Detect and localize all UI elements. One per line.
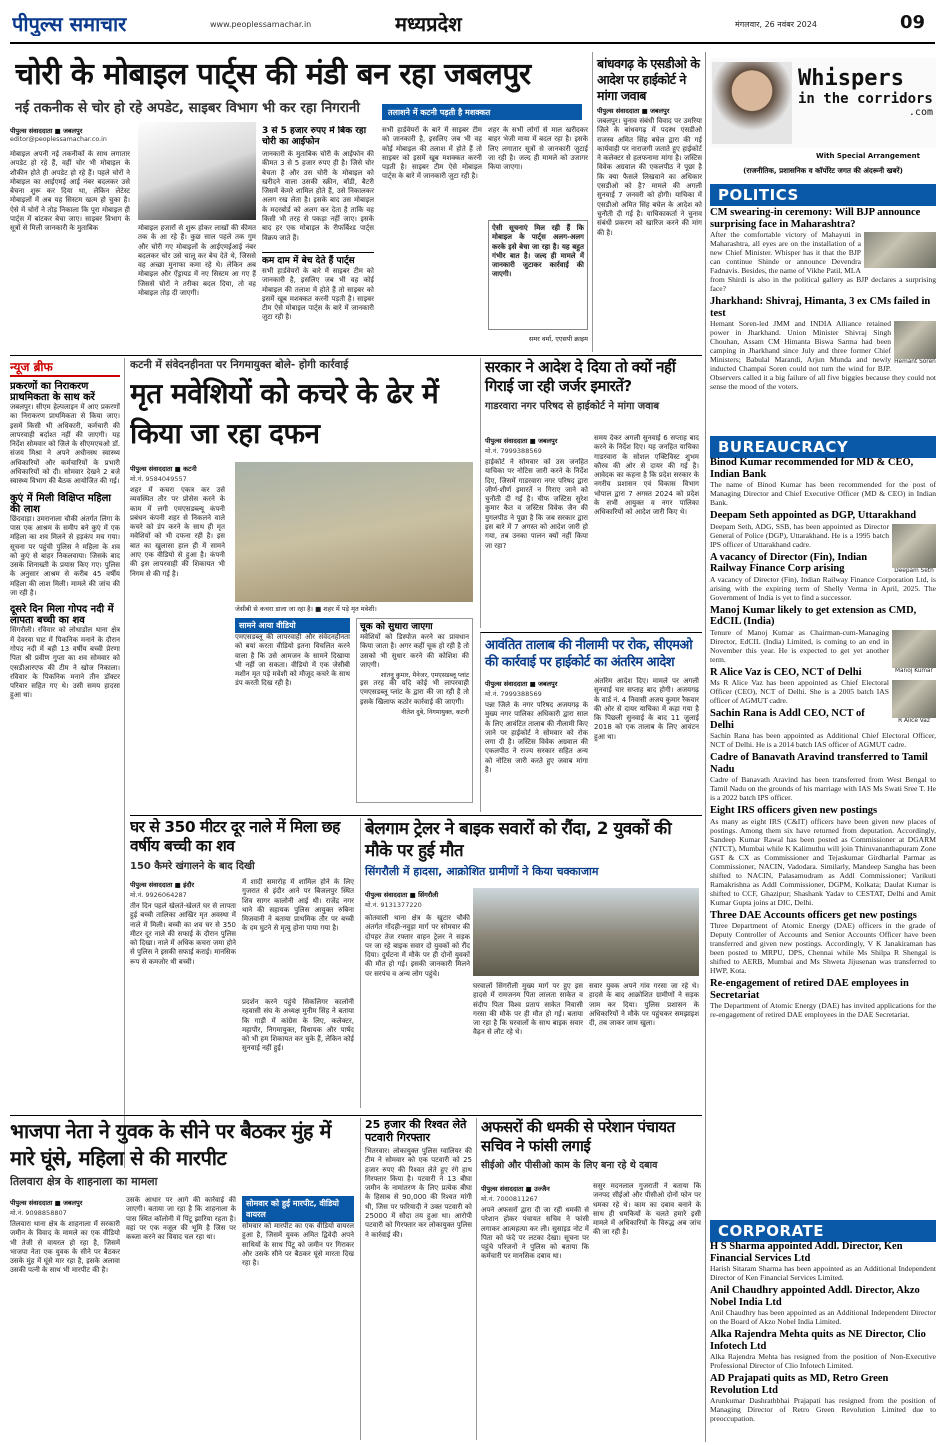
site-url[interactable]: www.peoplessamachar.in [210,20,312,29]
c3-title: Alka Rajendra Mehta quits as NE Director, Clio Infotech Ltd [710,1329,926,1352]
katni-box3-body: इस तरह की यदि कोई भी लापरवाही एमएसडब्लू प्लांट के द्वारा की जा रही है तो इसके खिलाफ कठोर कार्रवाई की जाएगी। [360,679,469,706]
lead-headline: चोरी के मोबाइल पार्ट्स की मंडी बन रहा जबलपुर [15,57,531,92]
brief-h1: प्रकरणों का निराकरण प्राथमिकता के साथ करें [10,381,95,403]
b5-caption: R Alice Vaz [898,718,930,724]
lead-photo [138,122,256,220]
lead-email[interactable]: editor@peoplessamachar.co.in [10,136,107,143]
sachiv-subhead: सीईओ और पीसीओ काम के लिए बना रहे थे दबाव [481,1160,658,1171]
issue-date: मंगलवार, 26 नवंबर 2024 [735,20,817,29]
lead-box2-title: कम दाम में बेच देते हैं पार्ट्स [262,256,355,266]
katni-box2-body: मवेशियों को डिस्पोज करने का प्रावधान किया जाता है। अगर कहीं चूक हो रही है तो उसको भी सुधार करने की कोशिश की जाएगी। [360,633,469,669]
b6-body: Sachin Rana has been appointed as Additional Chief Electoral Officer, NCT of Delhi. He is a 2014 batch IAS officer of AGMUT cadre. [710,731,936,749]
gadarwara-col-1: हाईकोर्ट ने सोमवार को उस जनहित याचिका पर नोटिस जारी करने के निर्देश दिए, जिसमें गाडरवारा नगर परिषद द्वारा जीर्ण-शीर्ण इमारतें न गिराए जाने को चुनौती दी गई है। चीफ जस्टिस सुरेश कुमार कैत व जस्टिस विवेक जैन की युगलपीठ ने पूछा है कि जब सरकार द्वारा इस बारे में 7 अगस्त को आदेश जारी हो गया, तब उनका पालन क्यों नहीं किया जा रहा? [485,458,588,550]
belgam-subhead: सिंगरौली में हादसा, आक्रोशित ग्रामीणों ने किया चक्काजाम [365,865,599,878]
lead-tab: तलाशने में कटनी पड़ती है मशक्कत [382,104,582,120]
brief-h2: कुएं में मिली विक्षिप्त महिला की लाश [10,492,111,515]
masthead-rule [10,42,935,44]
b5-photo [892,680,936,718]
b8-body: As many as eight IRS (C&IT) officers have been given new places of postings. Among them six have returned from deputation. Accordingly, Sandeep Kumar Rawal has been posted as Commissioner at DGARM (NTCT), Mumbai while K Kalimuthu will join Thiruvananthapuram Zone GST & CX as Commissioner and Tejaskumar Girdharlal Parmar as Commissioner, NACIN, Vadodara. Similarly, Mandeep Sangha has been shifted to NACIN, Palasamudram as Addl Commissioner; Varikuti Ramakrishna as Addl Commissioner, DGPM, Kolkata; Daulat Kumar is shifted to CCF, Ghazipur; Shashank Yadav to CESTAT, Delhi and Amit Kumar Gupta joins at DIC, Delhi. [710,816,936,907]
sidebar-tagline: (राजनीतिक, प्रशासनिक व कॉर्पोरेट जगत की अंदरूनी खबरें) [743,166,903,175]
katni-headline: मृत मवेशियों को कचरे के ढेर में किया जा रहा दफन [130,377,439,450]
bandhav-headline: बांधवगढ़ के एसडीओ के आदेश पर हाईकोर्ट ने मांगा जवाब [597,56,700,103]
katni-box1-title: सामने आया वीडियो [235,618,350,633]
bachchi-mobile: मो.नं. 9926064287 [130,891,187,899]
sachiv-col-1: अपने अफसरों द्वारा दी जा रही धमकी से परेशान होकर पंचायत सचिव ने फांसी लगाकर आत्महत्या कर ली। सुसाइड नोट में पिता को फंदे पर लटका देखा। सूचना पर पहुंचे परिजनों ने पुलिस को बताया कि कर्मचारी पर मानसिक दबाव था। [481,1206,589,1261]
p2-caption: Hemant Soren [894,359,936,365]
katni-box3-by: नीतेश दुबे, निगमायुक्त, कटनी [401,709,469,717]
whispers-banner [710,58,936,148]
b3-title: A vacancy of Director (Fin), Indian Railway Finance Corp arising [710,551,868,574]
lead-box2 [262,252,374,349]
bachchi-col-1: तीन दिन पहले खेलते-खेलते घर से लापता हुई बच्ची तालिका आखिर मृत अवस्था में नाले में मिली। बच्ची का शव घर से 350 मीटर दूर नाले की सफाई के दौरान पुलिस को दिखा। नाले में अधिक कचरा जमा होने से पुलिस ने इसकी सफाई कराई। मानसिक रूप से कमजोर थी बच्ची। [130,902,236,966]
b1-body: The name of Binod Kumar has been recommended for the post of Managing Director and Chief Executive Officer (MD & CEO) in Indian Bank. [710,480,936,507]
katni-box2-title: चूक को सुधारा जाएगा [360,622,433,632]
awanti-story [480,632,702,812]
b2-body: Deepam Seth, ADG, SSB, has been appointed as Director General of Police (DGP), Uttarakhand. He is a 1995 batch IPS officer of Uttarakhand cadre. [710,521,889,549]
b7-body: Cadre of Banavath Aravind has been transferred from West Bengal to Tamil Nadu on the grounds of his marriage with IAS Ms Swati Sree T. He is a 2022 batch IPS officer. [710,775,936,802]
p1-photo [864,232,936,268]
bureaucracy-header: BUREAUCRACY [710,436,936,458]
bachchi-col-2: में शादी समारोह में शामिल होने के लिए गुजरात से इंदौर आने पर बिजलपुर स्थित शिव सागर कालोनी आई थी। राजेंद्र नगर थाने की सहायक पुलिस आयुक्त रुबिना मिजवानी ने बताया प्राथमिक तौर पर बच्ची के दम घुटने से मृत्यु होना पाया गया है। [242,878,354,933]
arrangement: With Special Arrangement [816,152,920,160]
b4-caption: Manoj Kumar [895,667,933,674]
b4-body: Tenure of Manoj Kumar as Chairman-cum-Managing Director, EdCIL (India) Limited, is coming to an end in November this year. He is expected to get yet another term. [710,627,889,664]
bachchi-story [130,818,355,1108]
bhajpa-mobile: मो.नं. 9098858807 [10,1209,67,1217]
news-brief [10,358,125,1168]
gadarwara-story [480,358,702,628]
belgam-photo [473,888,699,976]
awanti-col-2: अंतरिम आदेश दिए। मामले पर अगली सुनवाई चार सप्ताह बाद होगी। अजयगढ़ के वार्ड नं. 4 निवासी अजय कुमार रैकवार की ओर से दायर याचिका में कहा गया है कि पिछली सुनवाई के बाद 11 जुलाई 2018 को एक तालाब के लिए आवंटन हुआ था। [594,677,699,741]
lead-box-title: 3 से 5 हजार रुपए में बिक रहा चोरी का आईफोन [262,126,367,147]
c2-title: Anil Chaudhry appointed Addl. Director, Akzo Nobel India Ltd [710,1285,920,1308]
katni-story [130,358,475,808]
b7-title: Cadre of Banavath Aravind transferred to Tamil Nadu [710,752,928,775]
bandhav-story [592,52,702,352]
bhajpa-col-2: उसके आधार पर आगे की कार्रवाई की जाएगी। बताया जा रहा है कि शाहनाला के पास स्थित कॉलोनी में पिंटू झारिया रहता है। वहां पर एक नजूल की भूमि है जिस पर कब्जा करने का विवाद चल रहा था। [126,1196,236,1242]
lead-col-1: मोबाइल अपनी नई तकनीकों के साथ लगातार अपडेट हो रहे हैं, वहीं चोर भी मोबाइल के शौकीन होते ही अपडेट हो रहे हैं। पहले चोरों ने मोबाइल का आईएमई आई नंबर बदलकर उसे बेचना शुरू कर दिया था, लेकिन लेटेस्ट मोबाइलों में अब यह सिस्टम खत्म हो चुका है। ऐसे में चोरों ने तोड़ निकाला कि पूरा मोबाइल ही पार्ट्स में बांटकर बेचा जाए। साइबर विभाग के सूत्रों से मिली जानकारी के मुताबिक [10,150,130,233]
row2-rule [130,815,702,816]
masthead [0,0,945,50]
columnist-photo [712,62,792,144]
rishwat-body: भितरवार। लोकायुक्त पुलिस ग्वालियर की टीम ने सोमवार को एक पटवारी को 25 हजार रुपए की रिश्वत लेते हुए रंगे हाथ गिरफ्तार किया है। पटवारी ने 13 बीघा जमीन के नामांतरण के लिए प्रत्येक बीघा के हिसाब से 90,000 की रिश्वत मांगी थी, जिस पर फरियादी ने उक्त पटवारी को 25000 में सौदा तय हुआ था। आरोपी पटवारी को गिरफ्तार कर लोकायुक्त पुलिस ने कार्रवाई की। [365,1147,472,1239]
b4-photo [892,630,936,668]
politics-header: POLITICS [710,184,936,206]
katni-box2-by: शांतनु कुमार, मैनेजर, एमएसडब्लू प्लांट [380,672,469,680]
brief-t3: सिंगरौली। रविवार को लोधाडोल थाना क्षेत्र में देवरवा घाट में पिकनिक मनाने के दौरान गोपद नदी में बही 13 वर्षीय बच्ची प्रेरणा पिता श्री प्रवीण गुप्ता का शव सोमवार को एसडीआरएफ की टीम ने खोज निकाला। रविवार के पिकनिक मनाने तीन डॉक्टर परिवार सहित गए थे। उसी समय हादसा हुआ था। [10,626,120,700]
sachiv-byline: पीपुल्स संवाददाता ■ उज्जैन [481,1185,550,1193]
gadarwara-headline: सरकार ने आदेश दे दिया तो क्यों नहीं गिराई जा रही जर्जर इमारतें? [485,358,676,395]
belgam-headline: बेलगाम ट्रेलर ने बाइक सवारों को रौंदा, 2 युवकों की मौके पर हुई मौत [365,819,672,861]
katni-mobile: मो.नं. 9584049557 [130,475,187,483]
katni-box1 [235,618,350,803]
belgam-mobile: मो.नं. 9131377220 [365,901,422,909]
lead-col-2: मोबाइल हजारों से शुरू होकर लाखों की कीमत तक के आ रहे हैं। कुछ साल पहले तक गुम और चोरी गए मोबाइलों के आईएमईआई नंबर बदलकर चोर उसे चालू कर बेच देते थे, जिससे वह अच्छा मुनाफा कमा रहे थे। लेकिन अब मोबाइल और ऐंड्रायड में नए सिस्टम आ गए हैं जिससे चोरों ने तरीका बदल दिया, तो वह मोबाइल तोड़ दी जाएगी। [138,224,256,298]
b10-body: The Department of Atomic Energy (DAE) has invited applications for the re-engagement of retired DAE employees in the DAE Secretariat. [710,1001,936,1019]
lead-col-3b: सभी हार्डवेयरों के बारे में साइबर टीम को जानकारी है, इसलिए जब भी वह कोई मोबाइल की तलाश में होते हैं तो साइबर को इसमें खूब मशक्कत करनी पड़ती है। साइबर टीम ऐसे मोबाइल पार्ट्स के बारे में जानकारी जुटा रही है। [262,267,374,322]
bhajpa-col-1: तिलवारा थाना क्षेत्र के शाहनाला में सरकारी जमीन के विवाद के मामले का एक वीडियो भी तेजी से वायरल हो रहा है, जिसमें भाजपा नेता एक युवक के सीने पर बैठकर उसके मुंह में घूंसे मार रहा है, इसके अलावा उसकी पत्नी के साथ भी मारपीट की है। [10,1220,120,1275]
whispers-logo: Whispers in the corridors .com [798,66,933,118]
bureaucracy-block [710,454,936,1214]
brand-logo: पीपुल्स समाचार [12,12,127,36]
lead-byline: पीपुल्स संवाददाता ■ जबलपुर [10,127,83,135]
awanti-col-1: पन्ना जिले के नगर परिषद अजयगढ़ के मुख्य नगर पालिका अधिकारी द्वारा साल के लिए आवंटित तालाब की नीलामी किए जाने पर हाईकोर्ट ने सोमवार को रोक लगा दी है। जस्टिस विवेक अग्रवाल की एकलपीठ ने राज्य सरकार सहित अन्य को नोटिस जारी करते हुए जवाब मांगा है। [485,701,588,775]
corporate-header: CORPORATE [710,1220,936,1242]
corporate-block [710,1238,936,1438]
lead-col-4: सभी हार्डवेयरों के बारे में साइबर टीम को जानकारी है, इसलिए जब भी वह कोई मोबाइल की तलाश में होते हैं तो साइबर को इसमें खूब मशक्कत करनी पड़ती है। साइबर टीम ऐसे मोबाइल पार्ट्स के बारे में जानकारी जुटा रही है। [382,126,482,181]
katni-box2 [356,618,473,803]
p2-title: Jharkhand: Shivraj, Himanta, 3 ex CMs failed in test [710,296,931,319]
section-title: मध्यप्रदेश [395,12,462,36]
b3-body: A vacancy of Director (Fin), Indian Railway Finance Corporation Ltd, is arising with the expiring term of Shelly Verma in April, 2025. The Government of India is yet to find a successor. [710,574,936,602]
politics-block [710,204,936,439]
b9-body: Three Department of Atomic Energy (DAE) officers in the grade of Deputy Controller of Accounts and Senior Accounts Officer have been transferred and given new postings. Accordingly, V K Janakiraman has been posted to MRPU, DPS, Chennai while Ms Shilpa R Shengal is shifted to AERB, Mumbai and Ms Shweta Jijusenan was transferred to HWP, Kota. [710,921,936,975]
c1-body: Harish Sitaram Sharma has been appointed as an Additional Independent Director of Ken Financial Services Limited. [710,1264,936,1282]
gadarwara-col-2: समय देकर अगली सुनवाई 6 सप्ताह बाद करने के निर्देश दिए। यह जनहित याचिका गाडरवारा के सोशल एक्टिविस्ट शुभम कौरव की ओर से दायर की गई है। आवेदक का कहना है कि प्रदेश सरकार के नगरीय प्रशासन एवं विकास विभाग भोपाल द्वारा 7 अगस्त 2024 को प्रदेश के सभी आयुक्त व नगर पालिका अधिकारियों को आदेश जारी किए थे। [594,434,699,517]
rishwat-story [360,1118,472,1440]
lead-story [10,52,590,352]
bhajpa-box-title: सोमवार को हुई मारपीट, वीडियो वायरल [242,1196,354,1222]
news-brief-title: न्यूज ब्रीफ [10,358,120,377]
c4-title: AD Prajapati quits as MD, Retro Green Revolution Ltd [710,1373,889,1396]
gadarwara-byline: पीपुल्स संवाददाता ■ जबलपुर [485,437,558,445]
belgam-col-2: घरवालों सिंगरौली मुख्य मार्ग पर हुए इस हादसे में रामजनम पिता लालता साकेत व संदीप पिता विश्व प्रताप साकेत निवासी गरसा की मौके पर ही मौत हो गई। बताया जा रहा है कि घरवालों के साथ बाइक सवार वैढ़न से लौट रहे थे। [473,982,583,1037]
b2-caption: Deepam Seth [894,567,934,574]
sachiv-headline: अफसरों की धमकी से परेशान पंचायत सचिव ने फांसी लगाई [481,1118,675,1155]
brief-h3: दूसरे दिन मिला गोपद नदी में लापता बच्ची का शव [10,604,114,627]
b5-title: R Alice Vaz is CEO, NCT of Delhi [710,666,862,678]
c1-title: H S Sharma appointed Addl. Director, Ken Financial Services Ltd [710,1241,903,1264]
c3-body: Alka Rajendra Mehta has resigned from the position of Non-Executive Professional Director of Clio Infotech Limited. [710,1352,936,1370]
bhajpa-headline: भाजपा नेता ने युवक के सीने पर बैठकर मुंह में मारे घूंसे, महिला से की मारपीट [10,1119,331,1170]
p1-title: CM swearing-in ceremony: Will BJP announce surprising face in Maharashtra? [710,207,921,230]
gadarwara-subhead: गाडरवारा नगर परिषद से हाईकोर्ट ने मांगा जवाब [485,401,660,412]
katni-col-1: शहर में कचरा एकत्र कर उसे व्यवस्थित तौर पर प्रोसेस करने के काम में लगी एमएसडब्ल्यू कंपनी प्रबंधन कंपनी शहर से निकलने वाले कचरे को डंप करने के साथ ही मृत मवेशियों को भी दफना रही है। इस बात का खुलासा हाल ही में सामने आए एक वीडियो से हुआ है। कंपनी की इस लापरवाही की शिकायत भी निगम से की गई है। [130,486,225,578]
lead-col-3: जानकारी के मुताबिक चोरी के आईफोन की कीमत 3 से 5 हजार रुपए ही है। जिसे चोर बेचता है और उस चोरी के मोबाइल को खरीदने वाला उसकी स्क्रीन, बॉडी, बैटरी जिसमें केमरे शामिल होते हैं, उसे निकालकर अलग रख लेता है। इसके बाद उस मोबाइल के मदरबोर्ड को अलग कर देता है ताकि वह किसी भी तरह से पकड़ा नहीं जाए। इसके बाद हर एक मोबाइल के रीफर्बिश्ड पार्ट्स विक्रय जाते हैं। [262,150,374,242]
brief-t1: जबलपुर। सीएम हेल्पलाइन में आए प्रकरणों का निराकरण प्राथमिकता से किया जाए। इसमें किसी भी अधिकारी, कर्मचारी की लापरवाही बर्दाश्त नहीं की जाएगी। यह निर्देश सोमवार को जिले के सीएमएचओ डॉ. संजय मिश्रा ने अपने अधीनस्थ स्वास्थ्य अधिकारियों और कर्मचारियों के प्रभारी अधिकारियों को दी। सोमवार देखने 2 बजे स्वास्थ्य विभाग की बैठक आयोजित की गई। [10,403,120,486]
p1-body: After the comfortable victory of Mahayuti in Maharashtra, all eyes are on the installation of a new Chief Minister. Whisper has it that the BJP can continue Shinde or announce Devendra Fadnavis. Besides, the name of Vikhe Patil, MLA from Shirdi is also in the political gallery as BJP declares a surprising face? [710,230,936,293]
brief-t2: छिंदवाड़ा। उमरानाला चौकी अंतर्गत लिंगा के पास एक आश्रम के समीप बने कुएं में एक महिला का शव मिलने से हड़कंप मच गया। सूचना पर पहुंची पुलिस ने महिला के शव को कुएं से बाहर निकलवाया। जिसके बाद उसके शिनाख्ती के प्रयास किए गए। पुलिस के अनुसार आश्रम से करीब 45 वर्षीय महिला की लाश मिली। मामले की जांच की जा रही है। [10,514,120,598]
belgam-col-1: कोतवाली थाना क्षेत्र के खुटार चौकी अंतर्गत गोंदही-नवुड़ा मार्ग पर सोमवार की दोपहर तेज रफ्तार वाहन ट्रेलर ने सड़क पर जा रहे बाइक सवार दो युवकों को रौंद दिया। दुर्घटना में मौके पर ही दोनों युवकों की मौत हो गई। इसकी जानकारी मिलने पर सरपंच व अन्य लोग पहुंचे। [365,914,470,978]
b1-title: Binod Kumar recommended for MD & CEO, Indian Bank [710,457,914,480]
gadarwara-mobile: मो.नं. 7999388569 [485,447,542,455]
page-number: 09 [899,12,926,33]
bhajpa-box-body: सोमवार को मारपीट का एक वीडियो वायरल हुआ है, जिसमें युवक अमित द्विवेदी अपने साथियों के साथ पिंटू को जमीन पर गिराकर और उसके सीने पर बैठकर घूंसे मारता दिख रहा है। [242,1222,354,1268]
awanti-headline: आवंतित तालाब की नीलामी पर रोक, सीएमओ की कार्रवाई पर हाईकोर्ट का अंतरिम आदेश [485,638,693,670]
b2-title: Deepam Seth appointed as DGP, Uttarakhand [710,510,917,521]
bachchi-subhead: 150 कैमरे खंगालने के बाद दिखी [130,861,255,872]
c2-body: Anil Chaudhry has been appointed as an Additional Independent Director on the Board of Akzo Nobel India Limited. [710,1308,936,1326]
awanti-byline: पीपुल्स संवाददाता ■ जबलपुर [485,680,558,688]
katni-photo [235,462,473,602]
p2-photo [894,321,936,359]
bachchi-headline: घर से 350 मीटर दूर नाले में मिला छह वर्षीय बच्ची का शव [130,818,340,855]
row1-rule [10,355,702,356]
katni-caption: जेसीबी से कचरा डाला जा रहा है। ■ शहर में पड़े मृत मवेशी। [235,605,377,613]
bhajpa-box [242,1196,354,1435]
bandhav-body: जबलपुर। चुनाव संबंधी विवाद पर उमरिया जिले के बांधवगढ़ में पदस्थ एसडीओ राजस्व अमित सिंह बघेल द्वारा की गई कार्यवाही पर नाराजगी जताते हुए हाईकोर्ट ने कलेक्टर से हलफनामा मांगा है। जस्टिस विवेक अग्रवाल की एकलपीठ ने पूछा है कि क्या फैसले लिखवाने का अधिकार एसडीओ को है? मामले की अगली सुनवाई 7 जनवरी को होगी। याचिका में एसडीओ अमित सिंह बघेल के आदेश को चुनौती दी गई है। याचिकाकर्ता ने चुनाव संबंधी प्रकरण को खारिज करने की मांग की है। [597,117,702,237]
sachiv-story [476,1118,702,1440]
b5-body: Ms R Alice Vaz has been appointed as Chief Electoral Officer (CEO), NCT of Delhi. She is a 2005 batch IAS officer of AGMUT cadre. [710,678,889,705]
belgam-byline: पीपुल्स संवाददाता ■ सिंगरौली [365,891,439,899]
b4-title: Manoj Kumar likely to get extension as CMD, EdCIL (India) [710,604,917,627]
katni-byline: पीपुल्स संवाददाता ■ कटनी [130,465,197,473]
b2-photo [892,524,936,568]
b10-title: Re-engagement of retired DAE employees in Secretariat [710,978,909,1001]
b6-title: Sachin Rana is Addl CEO, NCT of Delhi [710,708,865,731]
lead-quote-by: समर वर्मा, एएसपी क्राइम [528,335,588,343]
sidebar [705,52,937,1442]
belgam-story [360,818,702,1108]
sachiv-col-2: ससुर मदनलाल गुजराती ने बताया कि जनपद सीईओ और पीसीओ दोनों फोन पर धमका रहे थे। काम का दबाव बनाने के साथ ही धमकियों के चलते हमारे इसी मामले में अधिकारियों के विरुद्ध अब जांच की जा रही है। [593,1182,701,1237]
lead-subhead: नई तकनीक से चोर हो रहे अपडेट, साइबर विभाग भी कर रहा निगरानी [15,100,360,116]
lead-col-5: शहर के सभी लोगों से माल खरीदकर बाहर भेजी माया में बदल रहा है। इसके लिए लगातार सूत्रों से जानकारी जुटाई जा रही है। जल्द ही मामले को उजागर किया जाएगा। [488,126,588,172]
b9-title: Three DAE Accounts officers get new postings [710,909,917,921]
lead-quote: ऐसी सूचनाएं मिल रही हैं कि मोबाइल के पार्ट्स अलग-अलग करके इसे बेचा जा रहा है। यह बहुत गंभीर बात है। जल्द ही मामले में जानकारी जुटाकर कार्रवाई की जाएगी। [492,224,584,279]
awanti-mobile: मो.नं. 7999388569 [485,690,542,698]
b8-title: Eight IRS officers given new postings [710,805,878,816]
p2-body: Hemant Soren-led JMM and INDIA Alliance retained power in Jharkhand. Union Minister Shivraj Singh Chouhan, Assam CM Himanta Biswa Sarma had been camping in Jharkhand since July and three former Chief Ministers; Babulal Marandi, Arjun Munda and newly inducted Champai Soren could not turn the wind for BJP. Observers called it a big failure of all five biggies because they could not sense the mood of the voters. [710,319,936,391]
rishwat-headline: 25 हजार की रिश्वत लेते पटवारी गिरफ्तार [365,1118,467,1144]
bachchi-col-3: प्रदर्शन करने पहुंचे सिकलिगर कालोनी रहवासी संघ के अध्यक्ष मुनीम सिंह ने बताया कि गाड़ी में कांग्रेस के लिए, कलेक्टर, महापौर, निगमायुक्त, विधायक और पार्षद को भी हम शिकायत कर चुके हैं, लेकिन कोई सुनवाई नहीं हुई। [242,998,354,1053]
row3-rule [10,1115,702,1116]
sachiv-mobile: मो.नं. 7000811267 [481,1195,538,1203]
lead-quote-box [488,220,588,330]
bachchi-byline: पीपुल्स संवाददाता ■ इंदौर [130,881,195,889]
bhajpa-byline: पीपुल्स संवाददाता ■ जबलपुर [10,1199,83,1207]
c4-body: Arunkumar Dashrathbhai Prajapati has resigned from the position of Managing Director of Retro Green Revolution Limited due to preoccupation. [710,1396,936,1423]
katni-kicker: कटनी में संवेदनहीनता पर निगमायुक्त बोले- होगी कार्रवाई [130,359,349,371]
katni-box1-body: एमएसडब्लू की लापरवाही और संवेदनहीनता को बयां करता वीडियो इतना विचलित करने वाला है कि उसे आमजन के सामने दिखाया भी नहीं जा सकता। वीडियो में एक जेसीबी मशीन मृत पड़े मवेशी को मौजूद कचरे के साथ डंप करती दिख रही है। [235,633,350,688]
bandhav-byline: पीपुल्स संवाददाता ■ जबलपुर [597,107,670,115]
belgam-col-3: सवार युवक अपने गांव गरसा जा रहे थे। हादसे के बाद आक्रोशित ग्रामीणों ने सड़क जाम कर दिया। पुलिस प्रशासन के अधिकारियों ने मौके पर पहुंचकर समझाइश दी, तब जाकर जाम खुला। [589,982,699,1028]
bhajpa-subhead: तिलवारा क्षेत्र के शाहनाला का मामला [10,1175,158,1188]
bhajpa-story [10,1118,355,1440]
